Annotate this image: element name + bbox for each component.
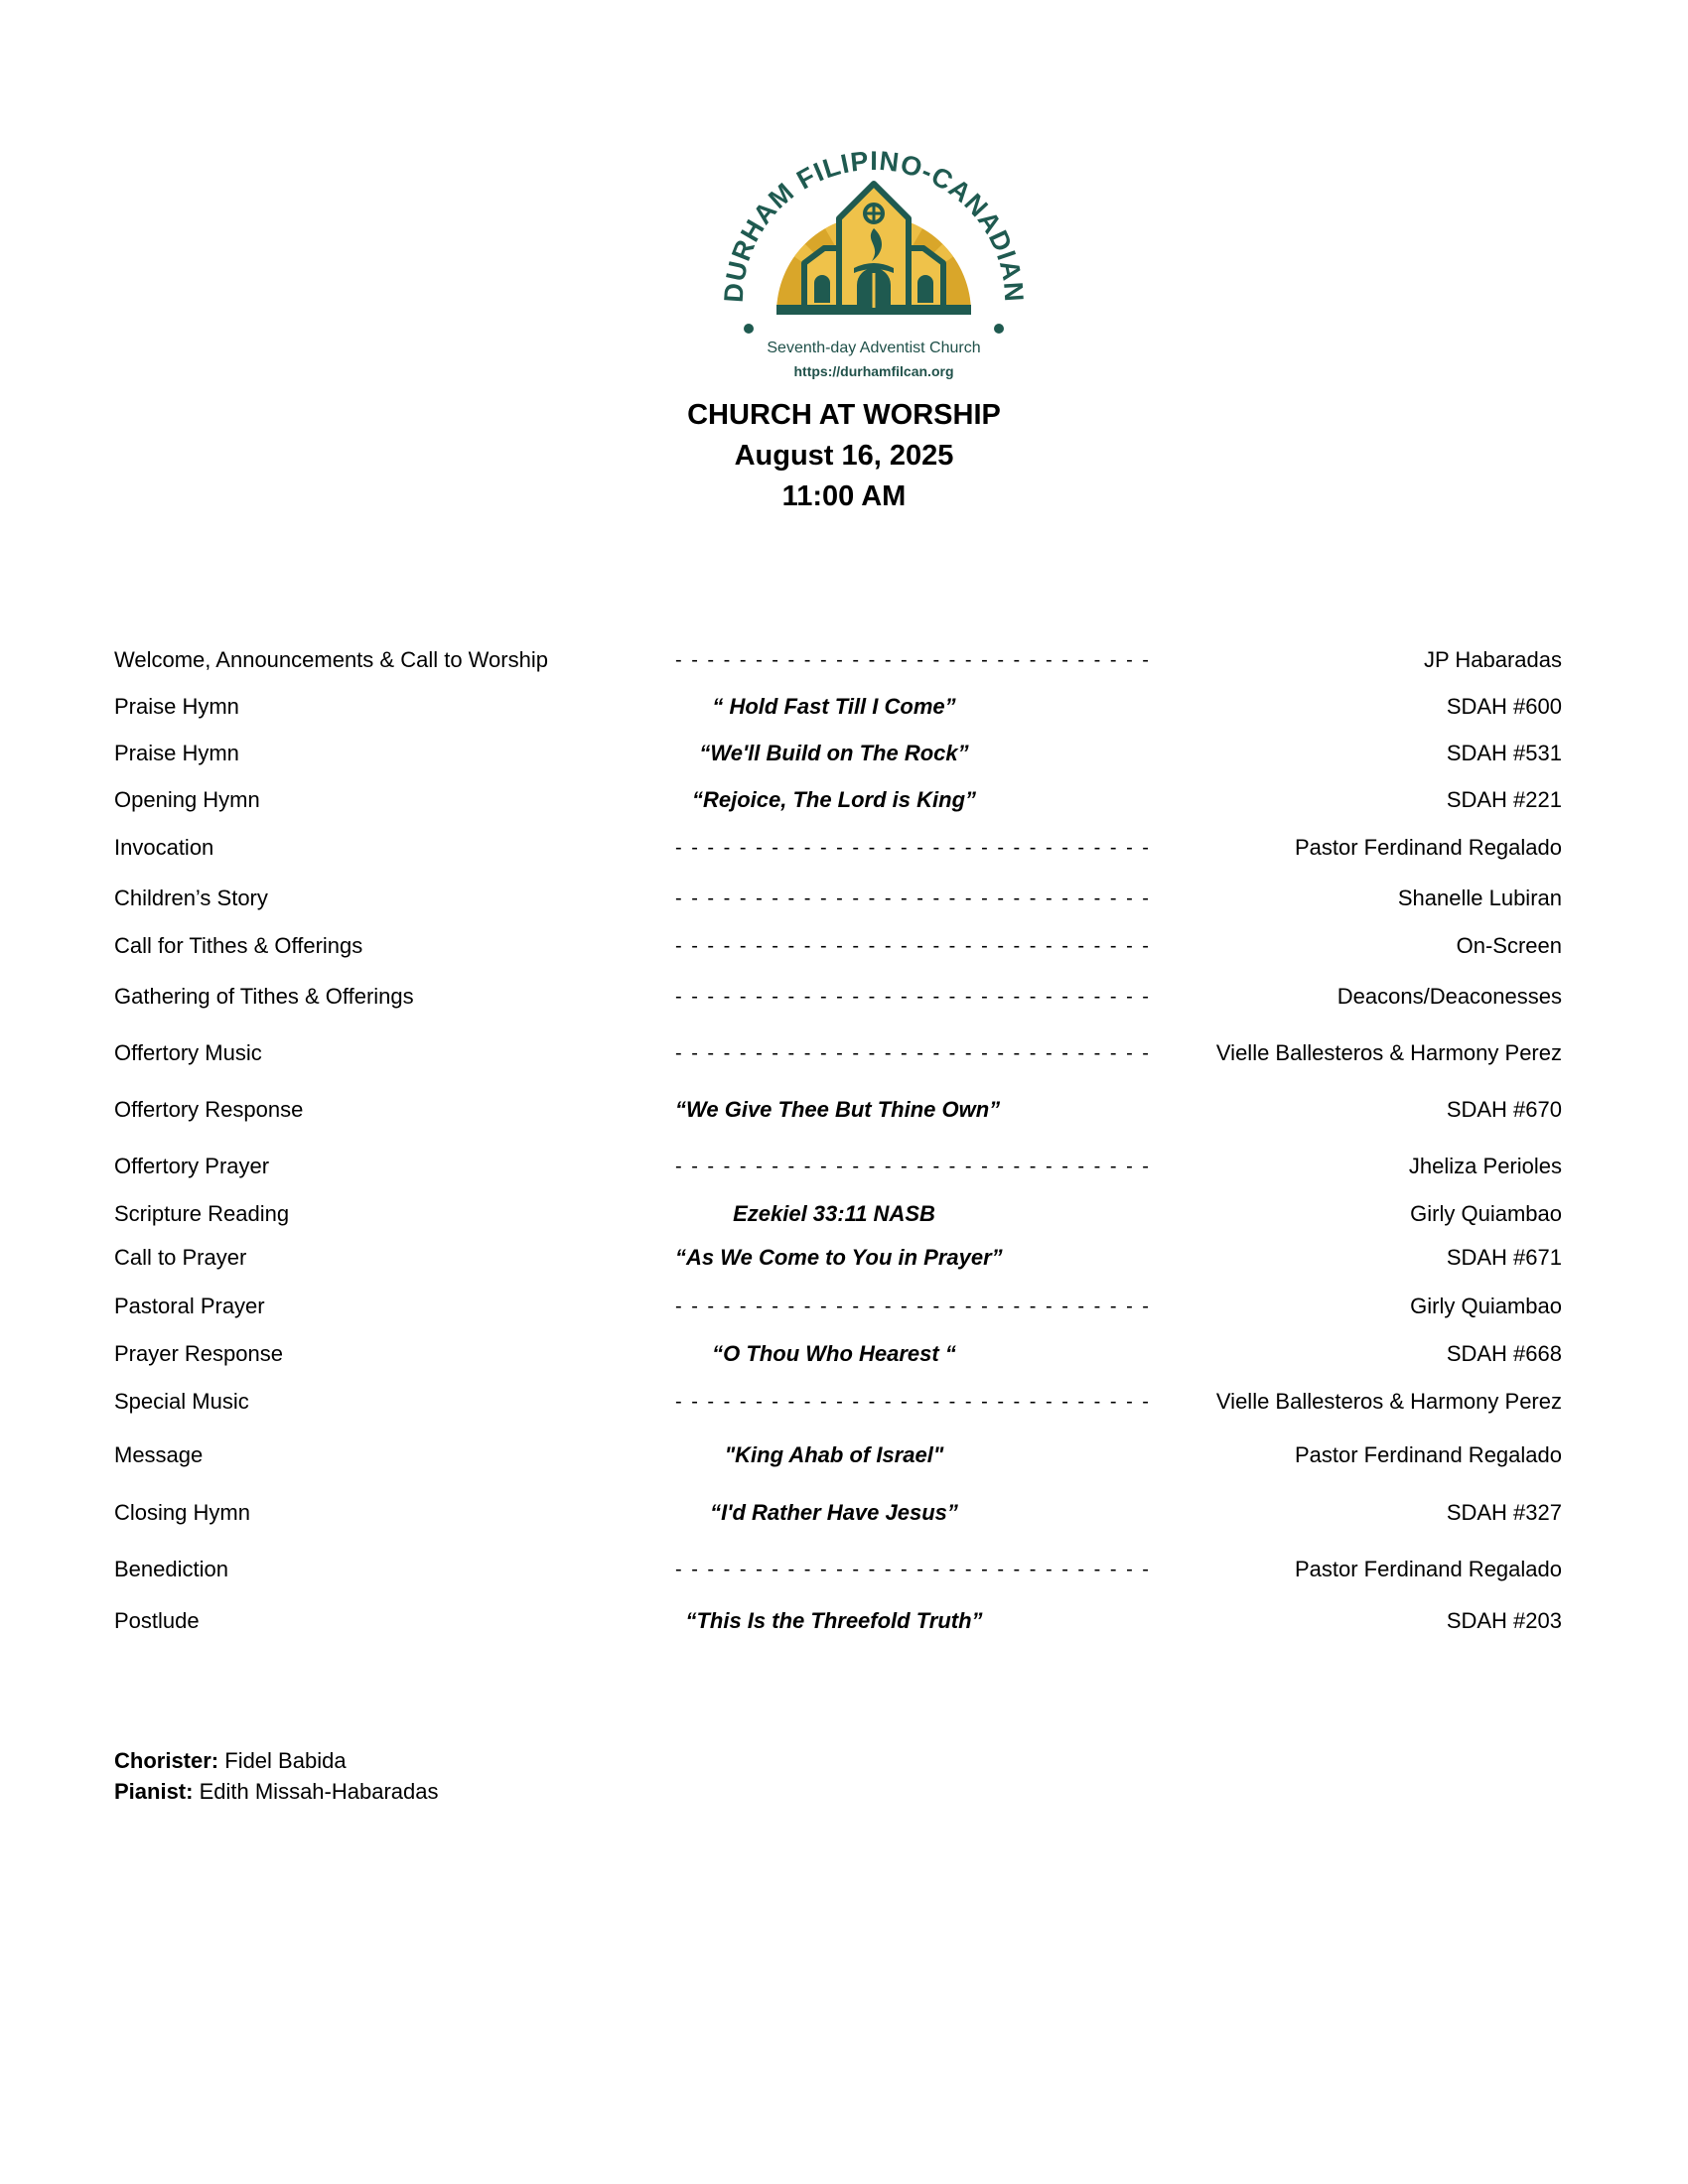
program-row bbox=[114, 1152, 1562, 1181]
program-participant: Deacons/Deaconesses bbox=[1336, 984, 1562, 1009]
dash-separator: - - - - - - - - - - - - - - - - - - - - - - - - - - - - - - bbox=[675, 837, 1151, 859]
program-part: Call to Prayer bbox=[114, 1245, 247, 1270]
program-row bbox=[114, 785, 1562, 815]
program-row bbox=[114, 1199, 1562, 1229]
program-participant: Vielle Ballesteros & Harmony Perez bbox=[1215, 1389, 1562, 1414]
pianist-label: Pianist: bbox=[114, 1779, 194, 1804]
program-title: “Rejoice, The Lord is King” bbox=[691, 787, 977, 812]
program-part: Scripture Reading bbox=[114, 1201, 290, 1226]
program-row bbox=[114, 1440, 1562, 1470]
program-participant: Pastor Ferdinand Regalado bbox=[1294, 1442, 1562, 1467]
program-participant: Jheliza Perioles bbox=[1408, 1154, 1562, 1178]
program-title: "King Ahab of Israel" bbox=[724, 1442, 944, 1467]
chorister-name: Fidel Babida bbox=[224, 1748, 347, 1773]
dash-separator: - - - - - - - - - - - - - - - - - - - - - - - - - - - - - - bbox=[675, 1042, 1151, 1064]
church-logo bbox=[715, 124, 1033, 392]
program-participant: Girly Quiambao bbox=[1410, 1201, 1562, 1226]
program-part: Welcome, Announcements & Call to Worship bbox=[114, 647, 548, 672]
dash-separator: - - - - - - - - - - - - - - - - - - - - - - - - - - - - - - bbox=[675, 887, 1151, 909]
program-participant: Girly Quiambao bbox=[1410, 1294, 1562, 1318]
program-participant: SDAH #668 bbox=[1446, 1341, 1562, 1366]
program-part: Praise Hymn bbox=[114, 694, 239, 719]
dash-separator: - - - - - - - - - - - - - - - - - - - - - - - - - - - - - - bbox=[675, 1156, 1151, 1177]
pianist-name: Edith Missah-Habaradas bbox=[199, 1779, 439, 1804]
program-row bbox=[114, 1555, 1562, 1584]
bulletin-header bbox=[0, 395, 1688, 517]
dash-separator: - - - - - - - - - - - - - - - - - - - - - - - - - - - - - - bbox=[675, 986, 1151, 1008]
program-part: Offertory Music bbox=[114, 1040, 262, 1065]
program-row bbox=[114, 982, 1562, 1012]
program-participant: Vielle Ballesteros & Harmony Perez bbox=[1215, 1040, 1562, 1065]
dash-separator: - - - - - - - - - - - - - - - - - - - - - - - - - - - - - - bbox=[675, 1391, 1151, 1413]
chorister-line bbox=[114, 1745, 439, 1776]
program-row bbox=[114, 1038, 1562, 1068]
program-part: Pastoral Prayer bbox=[114, 1294, 265, 1318]
program-row bbox=[114, 931, 1562, 961]
program-part: Postlude bbox=[114, 1608, 200, 1633]
program-participant: SDAH #203 bbox=[1446, 1608, 1562, 1633]
logo-ring-text: DURHAM FILIPINO-CANADIAN bbox=[718, 145, 1030, 304]
program-part: Praise Hymn bbox=[114, 741, 239, 765]
program-title: “We'll Build on The Rock” bbox=[699, 741, 969, 765]
program-part: Children’s Story bbox=[114, 886, 268, 910]
program-title: “I'd Rather Have Jesus” bbox=[710, 1500, 958, 1525]
program-row bbox=[114, 1606, 1562, 1636]
program-title: “ Hold Fast Till I Come” bbox=[712, 694, 956, 719]
church-emblem-icon bbox=[715, 124, 1033, 338]
pianist-line bbox=[114, 1776, 439, 1807]
program-part: Prayer Response bbox=[114, 1341, 283, 1366]
program-row bbox=[114, 1292, 1562, 1321]
program-part: Message bbox=[114, 1442, 204, 1467]
program-part: Call for Tithes & Offerings bbox=[114, 933, 363, 958]
program-participant: SDAH #327 bbox=[1446, 1500, 1562, 1525]
program-participant: SDAH #670 bbox=[1446, 1097, 1562, 1122]
program-participant: JP Habaradas bbox=[1423, 647, 1562, 672]
program-title: “This Is the Threefold Truth” bbox=[685, 1608, 983, 1633]
program-row bbox=[114, 692, 1562, 722]
program-title: “We Give Thee But Thine Own” bbox=[675, 1097, 1001, 1122]
program-part: Closing Hymn bbox=[114, 1500, 250, 1525]
program-part: Opening Hymn bbox=[114, 787, 260, 812]
program-participant: Pastor Ferdinand Regalado bbox=[1294, 835, 1562, 860]
program-row bbox=[114, 739, 1562, 768]
program-part: Offertory Response bbox=[114, 1097, 304, 1122]
program-part: Invocation bbox=[114, 835, 214, 860]
program-part: Offertory Prayer bbox=[114, 1154, 270, 1178]
program-participant: SDAH #531 bbox=[1446, 741, 1562, 765]
program-row bbox=[114, 1387, 1562, 1417]
program-row bbox=[114, 1498, 1562, 1528]
program-title: “As We Come to You in Prayer” bbox=[675, 1245, 1003, 1270]
program-part: Special Music bbox=[114, 1389, 249, 1414]
program-part: Benediction bbox=[114, 1557, 228, 1581]
program-participant: On-Screen bbox=[1456, 933, 1562, 958]
program-participant: SDAH #600 bbox=[1446, 694, 1562, 719]
program-title: “O Thou Who Hearest “ bbox=[712, 1341, 956, 1366]
program-part: Gathering of Tithes & Offerings bbox=[114, 984, 414, 1009]
page-title: CHURCH AT WORSHIP bbox=[687, 399, 1001, 431]
dash-separator: - - - - - - - - - - - - - - - - - - - - - - - - - - - - - - bbox=[675, 935, 1151, 957]
program-row bbox=[114, 833, 1562, 863]
service-date: August 16, 2025 bbox=[734, 440, 954, 472]
music-credits bbox=[114, 1745, 439, 1807]
program-participant: SDAH #671 bbox=[1446, 1245, 1562, 1270]
program-participant: SDAH #221 bbox=[1446, 787, 1562, 812]
program-row bbox=[114, 1339, 1562, 1369]
dash-separator: - - - - - - - - - - - - - - - - - - - - - - - - - - - - - - bbox=[675, 1296, 1151, 1317]
program-participant: Shanelle Lubiran bbox=[1397, 886, 1562, 910]
logo-url: https://durhamfilcan.org bbox=[793, 363, 954, 379]
program-row bbox=[114, 1243, 1562, 1273]
dash-separator: - - - - - - - - - - - - - - - - - - - - - - - - - - - - - - bbox=[675, 1559, 1151, 1580]
dash-separator: - - - - - - - - - - - - - - - - - - - - - - - - - - - - - - bbox=[675, 649, 1151, 671]
service-time: 11:00 AM bbox=[781, 480, 907, 512]
program-participant: Pastor Ferdinand Regalado bbox=[1294, 1557, 1562, 1581]
logo-denomination: Seventh-day Adventist Church bbox=[767, 340, 981, 356]
program-row bbox=[114, 884, 1562, 913]
program-row bbox=[114, 645, 1562, 675]
chorister-label: Chorister: bbox=[114, 1748, 219, 1773]
program-row bbox=[114, 1095, 1562, 1125]
program-title: Ezekiel 33:11 NASB bbox=[733, 1201, 935, 1226]
